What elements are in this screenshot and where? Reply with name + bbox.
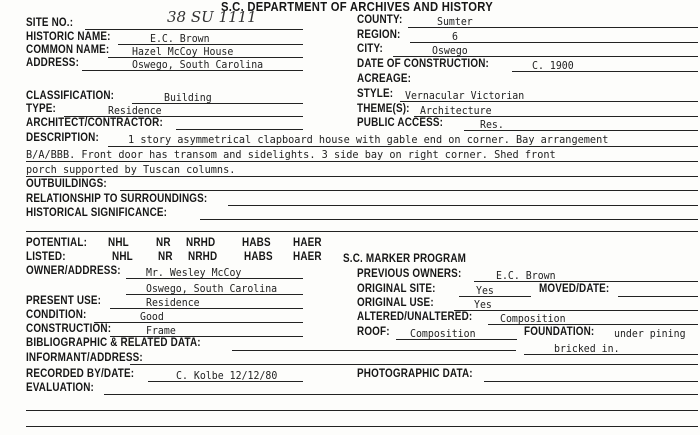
public-access-line — [464, 130, 698, 131]
relationship-line — [228, 205, 698, 206]
common-name-value: Hazel McCoy House — [132, 45, 234, 58]
informant-line — [130, 364, 698, 365]
description-rule-2 — [26, 161, 698, 162]
roof-value: Composition — [410, 327, 476, 340]
present-use-line — [110, 308, 303, 309]
altered-line — [488, 324, 698, 325]
address-label: ADDRESS: — [26, 57, 80, 69]
foundation-label: FOUNDATION: — [524, 326, 595, 338]
historical-significance-label: HISTORICAL SIGNIFICANCE: — [26, 207, 168, 219]
recorded-by-value: C. Kolbe 12/12/80 — [176, 369, 278, 382]
description-rule-1 — [108, 146, 698, 147]
moved-date-label: MOVED/DATE: — [539, 283, 610, 295]
photographic-label: PHOTOGRAPHIC DATA: — [357, 368, 473, 380]
evaluation-line — [104, 394, 698, 395]
previous-owners-label: PREVIOUS OWNERS: — [357, 268, 462, 280]
city-line — [393, 56, 698, 57]
condition-value: Good — [140, 310, 164, 323]
architect-line — [176, 129, 303, 130]
original-site-label: ORIGINAL SITE: — [357, 283, 436, 295]
potential-nrhd: NRHD — [186, 237, 216, 249]
historical-significance-line — [200, 219, 698, 220]
evaluation-label: EVALUATION: — [26, 382, 95, 394]
original-use-label: ORIGINAL USE: — [357, 297, 434, 309]
public-access-label: PUBLIC ACCESS: — [357, 117, 444, 129]
potential-nhl: NHL — [108, 237, 129, 249]
outbuildings-label: OUTBUILDINGS: — [26, 178, 107, 190]
listed-nrhd: NRHD — [188, 251, 218, 263]
original-use-value: Yes — [474, 298, 492, 311]
common-name-label: COMMON NAME: — [26, 44, 110, 56]
city-value: Oswego — [432, 44, 468, 57]
owner-address-value: Oswego, South Carolina — [146, 282, 278, 295]
county-label: COUNTY: — [357, 14, 403, 26]
county-line — [408, 27, 698, 28]
classification-value: Building — [164, 91, 212, 104]
region-value: 6 — [452, 30, 458, 43]
form-title: S.C. DEPARTMENT OF ARCHIVES AND HISTORY — [221, 0, 494, 14]
original-site-line — [459, 296, 531, 297]
style-value: Vernacular Victorian — [405, 89, 525, 102]
outbuildings-line — [120, 190, 698, 191]
evaluation-line-2 — [26, 410, 698, 411]
acreage-label: ACREAGE: — [357, 73, 412, 85]
site-no-line — [85, 29, 303, 30]
description-line-1: 1 story asymmetrical clapboard house with gable end on corner. Bay arrangement — [128, 133, 609, 146]
type-label: TYPE: — [26, 103, 56, 115]
address-value: Oswego, South Carolina — [132, 58, 264, 71]
construction-value: Frame — [146, 324, 176, 337]
date-construction-value: C. 1900 — [532, 59, 574, 72]
moved-date-line — [618, 296, 698, 297]
recorded-by-label: RECORDED BY/DATE: — [26, 368, 135, 380]
potential-label: POTENTIAL: — [26, 237, 88, 249]
architect-label: ARCHITECT/CONTRACTOR: — [26, 117, 163, 129]
style-line — [400, 101, 698, 102]
style-label: STYLE: — [357, 88, 394, 100]
description-rule-3 — [26, 176, 698, 177]
previous-owners-line — [474, 281, 698, 282]
roof-label: ROOF: — [357, 326, 390, 338]
foundation-value-2: bricked in. — [554, 342, 620, 355]
address-line — [82, 70, 303, 71]
site-no-value: 38 SU 1111 — [167, 8, 257, 26]
description-line-2: B/A/BBB. Front door has transom and sidelights. 3 side bay on right corner. Shed front — [26, 148, 556, 161]
listed-label: LISTED: — [26, 251, 66, 263]
listed-nr: NR — [158, 251, 173, 263]
theme-line — [414, 116, 698, 117]
marker-program-label: S.C. MARKER PROGRAM — [343, 253, 467, 265]
listed-haer: HAER — [293, 251, 322, 263]
listed-nhl: NHL — [112, 251, 133, 263]
owner-name-line — [126, 278, 303, 279]
owner-address-label: OWNER/ADDRESS: — [26, 265, 121, 277]
type-value: Residence — [108, 104, 162, 117]
altered-value: Composition — [500, 312, 566, 325]
original-site-value: Yes — [476, 284, 494, 297]
relationship-label: RELATIONSHIP TO SURROUNDINGS: — [26, 193, 208, 205]
listed-habs: HABS — [244, 251, 273, 263]
evaluation-line-3 — [26, 426, 698, 427]
potential-haer: HAER — [293, 237, 322, 249]
region-label: REGION: — [357, 29, 401, 41]
county-value: Sumter — [437, 15, 473, 28]
bibliographic-label: BIBLIOGRAPHIC & RELATED DATA: — [26, 337, 201, 349]
description-line-3: porch supported by Tuscan columns. — [26, 163, 236, 176]
potential-nr: NR — [156, 237, 171, 249]
date-construction-line — [512, 71, 698, 72]
theme-value: Architecture — [420, 104, 492, 117]
description-label: DESCRIPTION: — [26, 132, 99, 144]
historic-name-label: HISTORIC NAME: — [26, 31, 111, 43]
owner-address-line — [126, 294, 303, 295]
recorded-by-line — [148, 381, 303, 382]
condition-label: CONDITION: — [26, 309, 87, 321]
classification-label: CLASSIFICATION: — [26, 90, 115, 102]
theme-label: THEME(S): — [357, 103, 410, 115]
photographic-line — [484, 381, 698, 382]
previous-owners-value: E.C. Brown — [496, 269, 556, 282]
construction-label: CONSTRUCTION: — [26, 323, 112, 335]
foundation-line — [524, 354, 698, 355]
date-construction-label: DATE OF CONSTRUCTION: — [357, 58, 489, 70]
altered-label: ALTERED/UNALTERED: — [357, 311, 473, 323]
foundation-value-1: under pining — [614, 327, 686, 340]
potential-habs: HABS — [242, 237, 271, 249]
original-use-line — [454, 310, 698, 311]
historic-name-value: E.C. Brown — [150, 32, 210, 45]
blank-line-1 — [26, 231, 698, 232]
public-access-value: Res. — [480, 118, 504, 131]
city-label: CITY: — [357, 43, 383, 55]
site-no-label: SITE NO.: — [26, 17, 74, 29]
informant-label: INFORMANT/ADDRESS: — [26, 352, 143, 364]
region-line — [410, 42, 698, 43]
present-use-label: PRESENT USE: — [26, 295, 102, 307]
present-use-value: Residence — [146, 296, 200, 309]
owner-name-value: Mr. Wesley McCoy — [146, 266, 242, 279]
roof-line — [396, 339, 517, 340]
bibliographic-line — [232, 350, 516, 351]
condition-line — [94, 322, 303, 323]
